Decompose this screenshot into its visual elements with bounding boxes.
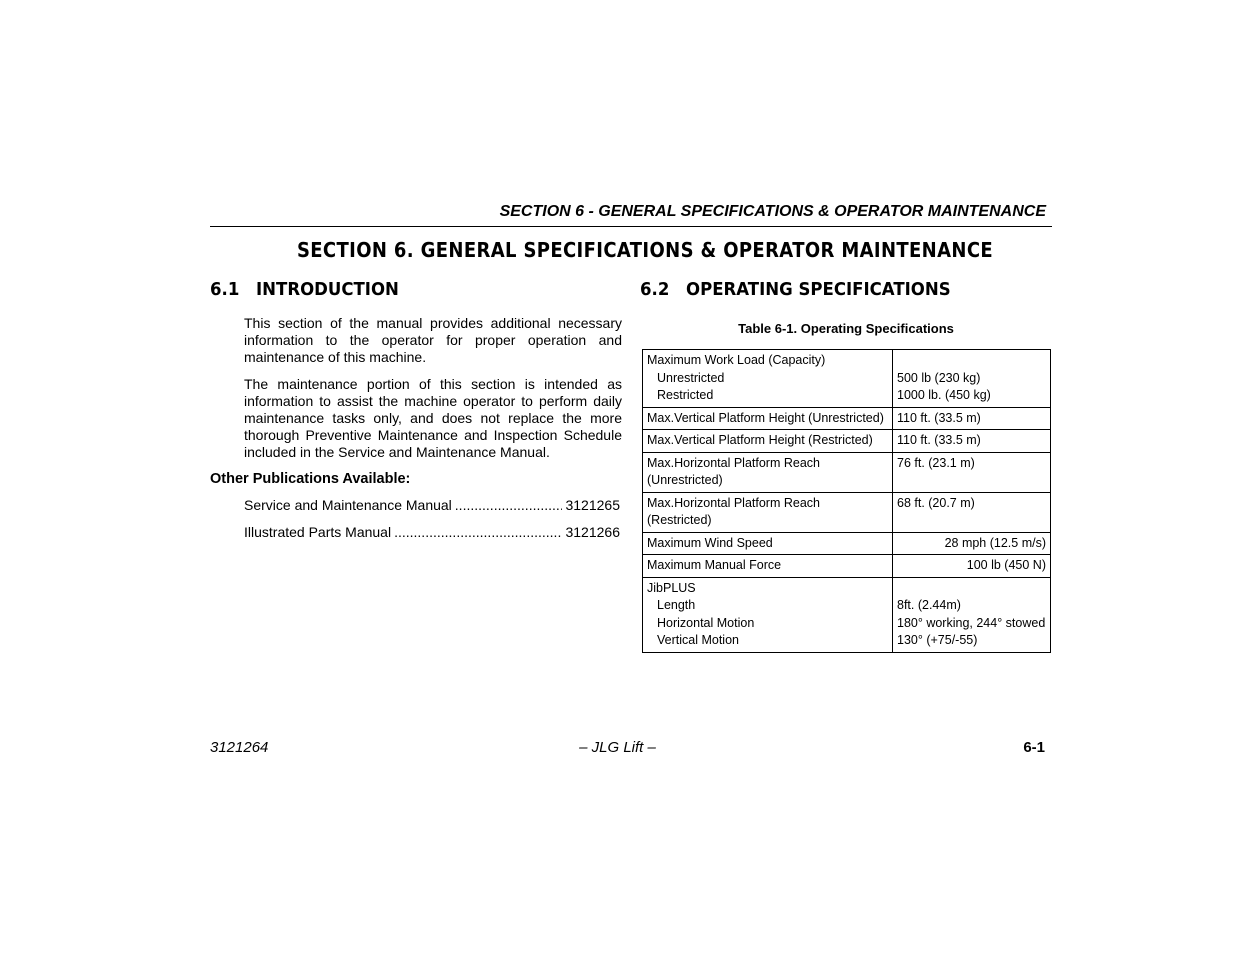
spec-value: 1000 lb. (450 kg) [897, 388, 991, 402]
table-row [643, 430, 1051, 453]
publication-name: Service and Maintenance Manual [244, 497, 452, 513]
header-rule [210, 226, 1052, 227]
spec-label: Length [657, 598, 696, 612]
dot-leader [455, 497, 563, 513]
publication-number: 3121265 [565, 497, 620, 513]
spec-label: Unrestricted [657, 370, 725, 385]
spec-label-cell [643, 577, 893, 652]
intro-heading-number: 6.1 [210, 279, 240, 300]
spec-label: JibPLUS [647, 580, 696, 595]
spec-value: 110 ft. (33.5 m) [893, 407, 1051, 430]
spec-value: 180° working, 244° stowed [897, 615, 1046, 630]
spec-label: Max.Vertical Platform Height (Unrestricted) [643, 407, 893, 430]
footer-center-text: – JLG Lift – [579, 739, 656, 756]
spec-value: 500 lb (230 kg) [897, 370, 981, 385]
spec-label: Maximum Work Load (Capacity) [647, 353, 826, 367]
spec-label: Maximum Manual Force [643, 555, 893, 578]
running-head: SECTION 6 - GENERAL SPECIFICATIONS & OPERATOR MAINTENANCE [499, 203, 1046, 220]
dot-leader [394, 524, 562, 540]
table-row [643, 350, 1051, 408]
table-caption: Table 6-1. Operating Specifications [738, 321, 954, 336]
publication-item [244, 497, 620, 513]
spec-label: Max.Vertical Platform Height (Restricted) [643, 430, 893, 453]
spec-label: Max.Horizontal Platform Reach (Unrestricted) [643, 452, 893, 492]
publication-number: 3121266 [565, 524, 620, 540]
table-row [643, 532, 1051, 555]
spec-value: 110 ft. (33.5 m) [893, 430, 1051, 453]
spec-label: Restricted [657, 388, 714, 402]
spec-value-cell [893, 350, 1051, 408]
intro-paragraph-2: The maintenance portion of this section is intended as information to assist the machine operator to perform daily maintenance tasks only, and does not replace the more thorough Preventive Maintenance and Inspection Schedule included in the Service and Maintenance Manual. [244, 376, 622, 460]
spec-value: 28 mph (12.5 m/s) [893, 532, 1051, 555]
operating-heading-title: OPERATING SPECIFICATIONS [686, 279, 951, 300]
operating-specifications-table [642, 349, 1051, 653]
operating-heading [640, 279, 951, 300]
spec-label-cell [643, 350, 893, 408]
publication-item [244, 524, 620, 540]
spec-value: 130° (+75/-55) [897, 633, 978, 647]
spec-label: Maximum Wind Speed [643, 532, 893, 555]
spec-label: Max.Horizontal Platform Reach (Restricted) [643, 492, 893, 532]
footer-page-number: 6-1 [1023, 739, 1045, 756]
intro-heading [210, 279, 399, 300]
spec-value: 100 lb (450 N) [893, 555, 1051, 578]
operating-heading-number: 6.2 [640, 279, 670, 300]
spec-value-cell [893, 577, 1051, 652]
table-row [643, 452, 1051, 492]
table-row [643, 492, 1051, 532]
other-publications-heading: Other Publications Available: [210, 471, 411, 487]
spec-value: 8ft. (2.44m) [897, 598, 961, 612]
table-row [643, 555, 1051, 578]
spec-label: Horizontal Motion [657, 615, 755, 630]
table-row [643, 577, 1051, 652]
intro-heading-title: INTRODUCTION [256, 279, 399, 300]
spec-label: Vertical Motion [657, 633, 739, 647]
spec-value: 76 ft. (23.1 m) [893, 452, 1051, 492]
table-row [643, 407, 1051, 430]
intro-paragraph-1: This section of the manual provides additional necessary information to the operator for proper operation and maintenance of this machine. [244, 315, 622, 365]
spec-value: 68 ft. (20.7 m) [893, 492, 1051, 532]
section-title: SECTION 6. GENERAL SPECIFICATIONS & OPERATOR MAINTENANCE [296, 238, 994, 262]
footer-doc-number: 3121264 [210, 739, 269, 756]
publication-name: Illustrated Parts Manual [244, 524, 392, 540]
